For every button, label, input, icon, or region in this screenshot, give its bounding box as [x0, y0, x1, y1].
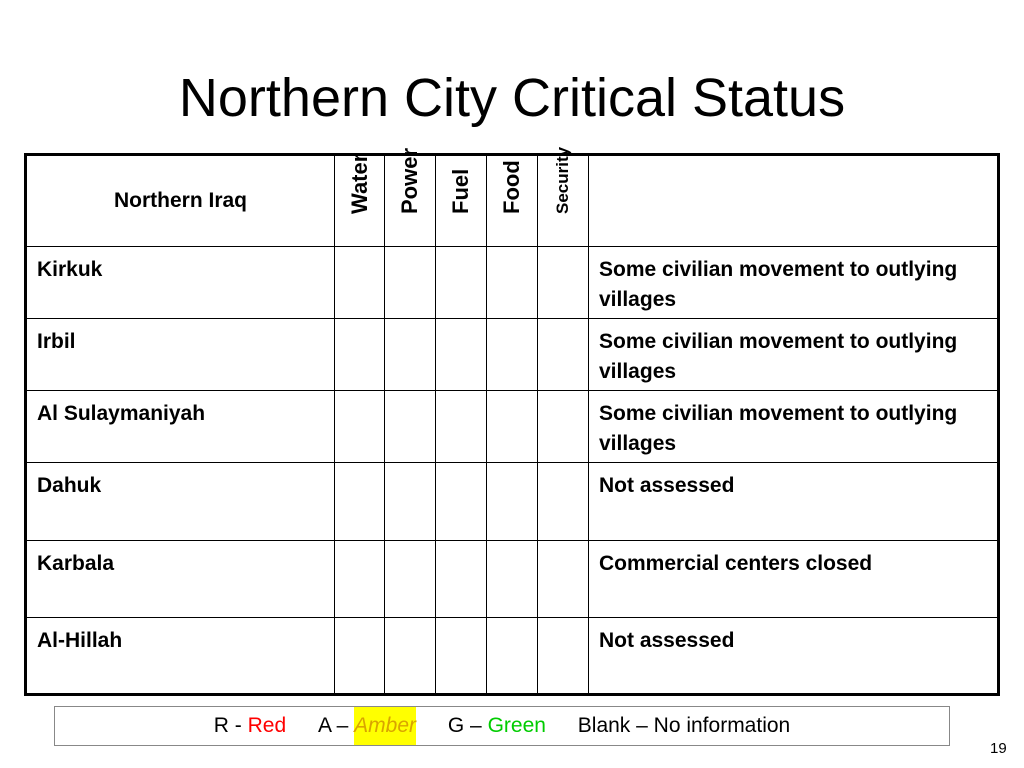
status-cell-food: [487, 319, 538, 391]
status-cell-security: [538, 247, 589, 319]
table-row: [26, 319, 999, 391]
table-row: [26, 541, 999, 618]
status-cell-power: [385, 319, 436, 391]
city-cell: Al Sulaymaniyah: [26, 391, 335, 463]
column-label: Water: [346, 153, 372, 214]
column-label: Fuel: [448, 168, 473, 214]
status-cell-security: [538, 391, 589, 463]
column-header-food: [487, 155, 538, 247]
legend-blank-text: Blank – No information: [577, 714, 791, 737]
city-cell: Kirkuk: [26, 247, 335, 319]
status-cell-water: [335, 618, 385, 695]
note-cell: Some civilian movement to outlying villages: [589, 391, 999, 463]
status-cell-fuel: [436, 391, 487, 463]
legend-red-prefix: R -: [213, 714, 248, 737]
city-cell: Karbala: [26, 541, 335, 618]
status-cell-security: [538, 319, 589, 391]
status-cell-water: [335, 541, 385, 618]
status-cell-security: [538, 541, 589, 618]
column-header-water: [335, 155, 385, 247]
status-cell-water: [335, 391, 385, 463]
legend-green-prefix: G –: [447, 714, 488, 737]
status-cell-fuel: [436, 247, 487, 319]
status-table: [24, 146, 1000, 696]
table-header-row: [26, 155, 999, 247]
table-row: [26, 618, 999, 695]
note-cell: Some civilian movement to outlying villages: [589, 247, 999, 319]
status-cell-water: [335, 247, 385, 319]
status-cell-food: [487, 541, 538, 618]
status-cell-food: [487, 247, 538, 319]
legend-amber-prefix: A –: [317, 714, 355, 737]
legend-red-label: Red: [247, 714, 287, 737]
status-cell-fuel: [436, 319, 487, 391]
status-cell-power: [385, 247, 436, 319]
status-cell-food: [487, 391, 538, 463]
status-cell-fuel: [436, 463, 487, 541]
region-header: Northern Iraq: [26, 155, 335, 247]
status-cell-power: [385, 618, 436, 695]
city-cell: Al-Hillah: [26, 618, 335, 695]
note-cell: Not assessed: [589, 463, 999, 541]
page-number: 19: [990, 740, 1007, 757]
legend-green-label: Green: [487, 714, 546, 737]
status-cell-food: [487, 618, 538, 695]
table-row: [26, 391, 999, 463]
status-cell-power: [385, 541, 436, 618]
status-cell-power: [385, 391, 436, 463]
notes-header: [589, 155, 999, 247]
status-cell-water: [335, 319, 385, 391]
table-row: [26, 463, 999, 541]
note-cell: Some civilian movement to outlying villages: [589, 319, 999, 391]
note-cell: Not assessed: [589, 618, 999, 695]
status-cell-water: [335, 463, 385, 541]
slide-title: Northern City Critical Status: [178, 68, 846, 128]
column-label: Security: [553, 146, 572, 214]
column-label: Food: [499, 160, 524, 214]
note-cell: Commercial centers closed: [589, 541, 999, 618]
column-header-fuel: [436, 155, 487, 247]
status-cell-security: [538, 618, 589, 695]
column-header-security: [538, 146, 589, 247]
status-cell-security: [538, 463, 589, 541]
city-cell: Dahuk: [26, 463, 335, 541]
column-header-power: [385, 147, 436, 247]
status-cell-fuel: [436, 541, 487, 618]
color-legend: [54, 706, 950, 746]
legend-amber-label: Amber: [354, 707, 416, 745]
column-label: Power: [397, 147, 422, 214]
status-cell-fuel: [436, 618, 487, 695]
city-cell: Irbil: [26, 319, 335, 391]
table-row: [26, 247, 999, 319]
status-cell-food: [487, 463, 538, 541]
status-cell-power: [385, 463, 436, 541]
